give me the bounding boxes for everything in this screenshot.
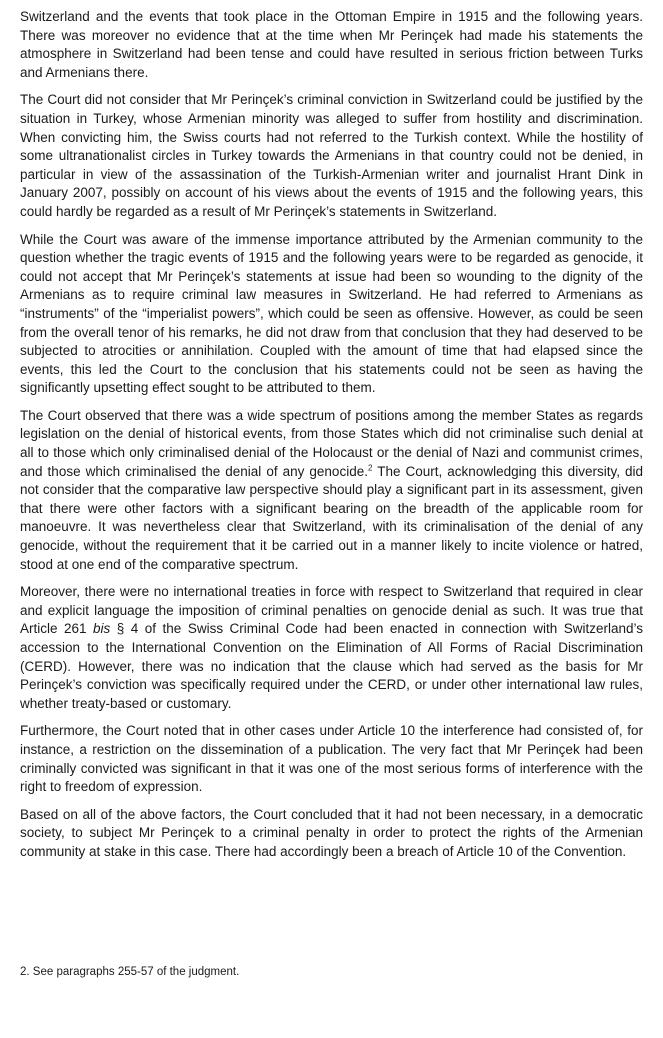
paragraph-4-text-after: The Court, acknowledging this diversity, did not consider that the comparative law perspective should play a significant part in its assessment, given that there were other factors with a significant bearing on the breadth of the applicable room for manoeuvre. It was nevertheless clear that Switzerland, with its criminalisation of the denial of any genocide, without the requirement that it be carried out in a manner likely to incite violence or hatred, stood at one end of the comparative spectrum. bbox=[20, 463, 643, 572]
paragraph-3: While the Court was aware of the immense importance attributed by the Armenian community to the question whether the tragic events of 1915 and the following years were to be regarded as genocide, it could not accept that Mr Perinçek’s statements at issue had been so wounding to the dignity of the Armenians as to require criminal law measures in Switzerland. He had referred to Armenians as “instruments” of the “imperialist powers”, which could be seen as offensive. However, as could be seen from the overall tenor of his remarks, he did not draw from that conclusion that they had deserved to be subjected to atrocities or annihilation. Coupled with the amount of time that had elapsed since the events, this led the Court to the conclusion that his statements could not be seen as having the significantly upsetting effect sought to be attributed to them. bbox=[20, 231, 643, 396]
paragraph-7: Based on all of the above factors, the Court concluded that it had not been necessary, in a democratic society, to subject Mr Perinçek to a criminal penalty in order to protect the rights of the Armenian community at stake in this case. There had accordingly been a breach of Article 10 of the Convention. bbox=[20, 806, 643, 859]
paragraph-1: Switzerland and the events that took place in the Ottoman Empire in 1915 and the following years. There was moreover no evidence that at the time when Mr Perinçek had made his statements the atmosphere in Switzerland had been tense and could have resulted in serious friction between Turks and Armenians there. bbox=[20, 9, 643, 80]
paragraph-5-text-after: § 4 of the Swiss Criminal Code had been enacted in connection with Switzerland’s accession to the International Convention on the Elimination of All Forms of Racial Discrimination (CERD). However, there was no indication that the clause which had served as the basis for Mr Perinçek’s conviction was specifically required under the CERD, or under other international law rules, whether treaty-based or customary. bbox=[20, 621, 643, 711]
paragraph-5-text-before: Moreover, there were no international treaties in force with respect to Switzerland that required in clear and explicit language the imposition of criminal penalties on genocide denial as such. It was true that Article 261 bbox=[20, 584, 643, 637]
paragraph-6: Furthermore, the Court noted that in other cases under Article 10 the interference had consisted of, for instance, a restriction on the dissemination of a publication. The very fact that Mr Perinçek had been criminally convicted was significant in that it was one of the most serious forms of interference with the right to freedom of expression. bbox=[20, 723, 643, 795]
paragraph-4-text-before: The Court observed that there was a wide spectrum of positions among the member States as regards legislation on the denial of historical events, from those States which did not criminalise such denial at all to those which only criminalised denial of the Holocaust or the denial of Nazi and communist crimes, and those which criminalised the denial of any genocide. bbox=[20, 407, 643, 479]
paragraph-5-italic: bis bbox=[93, 621, 111, 637]
footnote-ref-2[interactable]: 2 bbox=[367, 463, 373, 473]
document-body bbox=[20, 8, 643, 871]
paragraph-2: The Court did not consider that Mr Perinçek’s criminal conviction in Switzerland could be justified by the situation in Turkey, whose Armenian minority was alleged to suffer from hostility and discrimination. When convicting him, the Swiss courts had not referred to the Turkish context. While the hostility of some ultranationalist circles in Turkey towards the Armenians in that country could not be denied, in particular in view of the assassination of the Turkish-Armenian writer and journalist Hrant Dink in January 2007, possibly on account of his views about the events of 1915 and the following years, this could hardly be regarded as a result of Mr Perinçek’s statements in Switzerland. bbox=[20, 92, 643, 219]
footnote-2: 2. See paragraphs 255-57 of the judgment. bbox=[20, 966, 240, 978]
paragraph-4 bbox=[20, 407, 643, 574]
paragraph-5 bbox=[20, 583, 643, 713]
